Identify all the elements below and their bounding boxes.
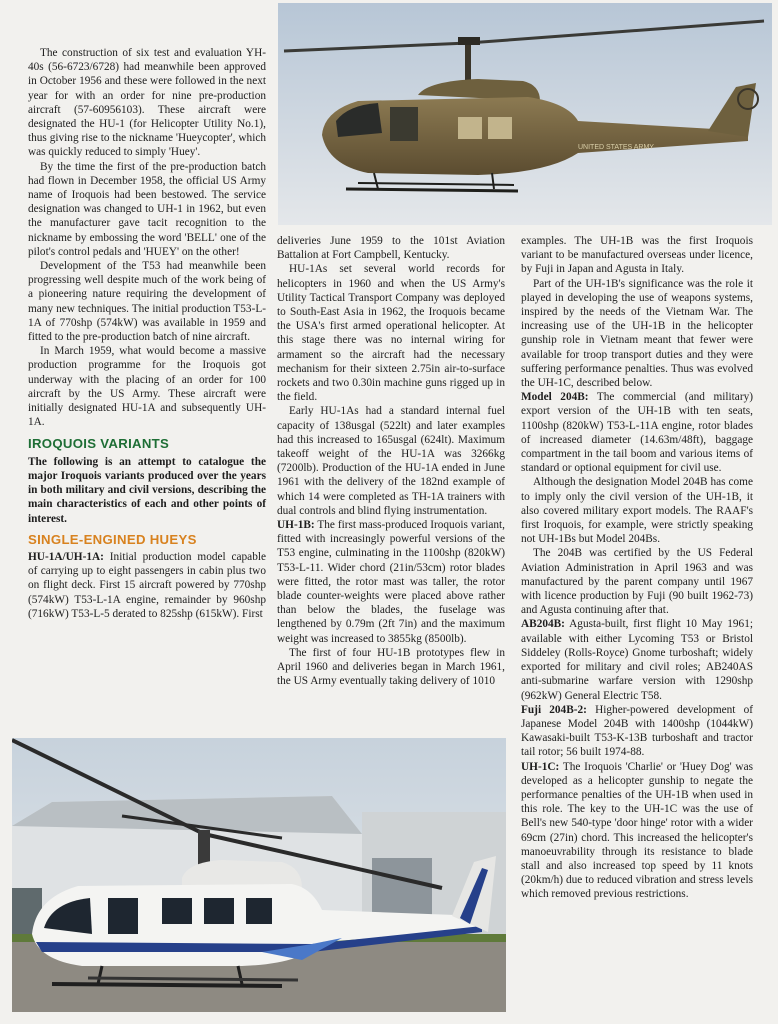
text-column-2 xyxy=(277,234,505,689)
variant-entry-uh1b xyxy=(277,518,505,646)
paragraph: Part of the UH-1B's significance was the role it played in developing the use of weapons systems, inspired by the needs of the Vietnam War. The increasing use of the UH-1B in the helicopter gunship role in Vietnam meant that fewer were available for troop transport duties and they were suffering performance penalties. Thus was evolved the UH-1C, described below. xyxy=(521,277,753,390)
text-column-1 xyxy=(28,46,266,621)
variant-entry-uh1c xyxy=(521,760,753,902)
photo-civil-bell-204-on-ground xyxy=(12,738,506,1012)
paragraph: In March 1959, what would become a massive production programme for the Iroquois got underway with the placing of an order for 100 aircraft by the US Army. These aircraft were initially designated HU-1A and subsequently UH-1A. xyxy=(28,345,266,429)
variant-label: Model 204B: xyxy=(521,391,589,404)
variant-text: The first mass-produced Iroquois variant, fitted with increasingly powerful versions of the T53 engine, culminating in the 1100shp (820kW) T53-L-11. Wider chord (21in/53cm) rotor blades were fitted, the rotor mast was taller, the rotor blade counter-weights were placed above rather than below the blades, the fuselage was lengthened by 0.79m (2ft 7in) and the maximum weight was increased to 3855kg (8500lb). xyxy=(277,519,505,645)
paragraph: The first of four HU-1B prototypes flew in April 1960 and deliveries began in March 1961, the US Army eventually taking delivery of 1010 xyxy=(277,646,505,688)
paragraph: By the time the first of the pre-production batch had flown in December 1958, the official US Army name of Iroquois had been bestowed. The service designation was changed to UH-1 in 1962, but even the manufacturer gave tacit recognition to the nickname by embossing the word 'BELL' one of the pilot's control pedals and 'HUEY' on the other! xyxy=(28,160,266,258)
variant-label: AB204B: xyxy=(521,618,565,631)
variant-entry-model-204b xyxy=(521,390,753,475)
variant-text: The Iroquois 'Charlie' or 'Huey Dog' was developed as a helicopter gunship to negate the performance penalties of the UH-1B when used in this role. The key to the UH-1C was the use of Bell's new 540-type 'door hinge' rotor with a wider 69cm (27in) chord. This increased the helicopter's manoeuvrability through its resistance to blade stall and also increased top speed by 11 knots (20km/h) due to reduced vibration and stress levels which removed previous restrictions. xyxy=(521,760,753,901)
variant-text: Initial production model capable of carrying up to eight passengers in cabin plus two on flight deck. First 15 aircraft powered by 770shp (574kW) T53-L-1A engine, remainder by 960shp (716kW) T53-L-5 derated to 825shp (615kW). First xyxy=(28,550,266,620)
variant-label: HU-1A/UH-1A: xyxy=(28,550,104,563)
text-column-3 xyxy=(521,234,753,902)
section-intro: The following is an attempt to catalogue the major Iroquois variants produced over the years in both military and civil versions, describing the main characteristics of each and other points of interest. xyxy=(28,455,266,525)
paragraph: Although the designation Model 204B has come to imply only the civil version of the UH-1B, it also covered military export models. The RAAF's first Iroquois, for example, were strictly speaking not UH-1Bs but Model 204Bs. xyxy=(521,476,753,546)
section-heading-iroquois-variants: IROQUOIS VARIANTS xyxy=(28,436,170,452)
paragraph: The 204B was certified by the US Federal Aviation Administration in April 1963 and was manufactured by the parent company until 1967 with licence production by Fuji (90 built 1962-73) and Agusta continuing after that. xyxy=(521,547,753,617)
variant-entry-hu1a xyxy=(28,550,266,621)
variant-text: Agusta-built, first flight 10 May 1961; available with either Lycoming T53 or Bristol Siddeley (Rolls-Royce) Gnome turboshaft; widely exported for military and civil roles; AB240AS anti-submarine warfare version with 1290shp (962kW) General Electric T58. xyxy=(521,618,753,702)
army-marking: UNITED STATES ARMY xyxy=(578,144,654,151)
variant-label: Fuji 204B-2: xyxy=(521,703,587,716)
paragraph: Early HU-1As had a standard internal fuel capacity of 138usgal (522lt) and later examples had this increased to 165usgal (624lt). Maximum takeoff weight of the HU-1A was 3266kg (7200lb). Production of the HU-1A ended in June 1961 with the delivery of the 182nd example of which 14 were completed as TH-1A trainers with dual controls and blind flying instrumentation. xyxy=(277,405,505,517)
paragraph: examples. The UH-1B was the first Iroquois variant to be manufactured overseas under licence, by Fuji in Japan and Agusta in Italy. xyxy=(521,235,753,276)
variant-entry-fuji-204b-2 xyxy=(521,703,753,760)
paragraph: The construction of six test and evaluation YH-40s (56-6723/6728) had meanwhile been approved in October 1956 and these were followed in the next year for with an order for nine pre-production aircraft (57-60956103). These aircraft were designated the HU-1 (for Helicopter Utility No.1), thus giving rise to the nickname 'Hueycopter', which was quickly reduced to simply 'Huey'. xyxy=(28,47,266,159)
paragraph: deliveries June 1959 to the 101st Aviation Battalion at Fort Campbell, Kentucky. xyxy=(277,235,505,262)
variant-text: Higher-powered development of Japanese Model 204B with 1400shp (1044kW) Kawasaki-built T53-K-13B turboshaft and tractor tail rotor; 56 built 1974-88. xyxy=(521,703,754,759)
paragraph: HU-1As set several world records for helicopters in 1960 and when the US Army's Utility Tactical Transport Company was deployed to South-East Asia in 1962, the Iroquois became the USA's first armed operational helicopter. At this stage there was no internal wiring for armament so the aircraft had the necessary mechanism for their sixteen 2.75in air-to-surface rockets and two 0.30in machine guns rigged up in the field. xyxy=(277,263,505,404)
variant-entry-ab204b xyxy=(521,617,753,702)
section-heading-single-engined: SINGLE-ENGINED HUEYS xyxy=(28,531,197,547)
paragraph: Development of the T53 had meanwhile been progressing well despite much of the work being of a pioneering nature requiring the development of many new techniques. The initial production T53-L-1A of 770shp (574kW) was available in 1959 and fitted to the pre-production batch of nine aircraft. xyxy=(28,260,266,344)
photo-army-huey-in-flight xyxy=(278,3,772,225)
variant-label: UH-1C: xyxy=(521,760,560,773)
variant-text: The commercial (and military) export version of the UH-1B with ten seats, 1100shp (820kW) T53-L-11A engine, rotor blades of increased diameter (14.63m/48ft), baggage compartment in the tail boom and various items of standard or optional equipment for civil use. xyxy=(521,391,753,475)
variant-label: UH-1B: xyxy=(277,519,315,532)
